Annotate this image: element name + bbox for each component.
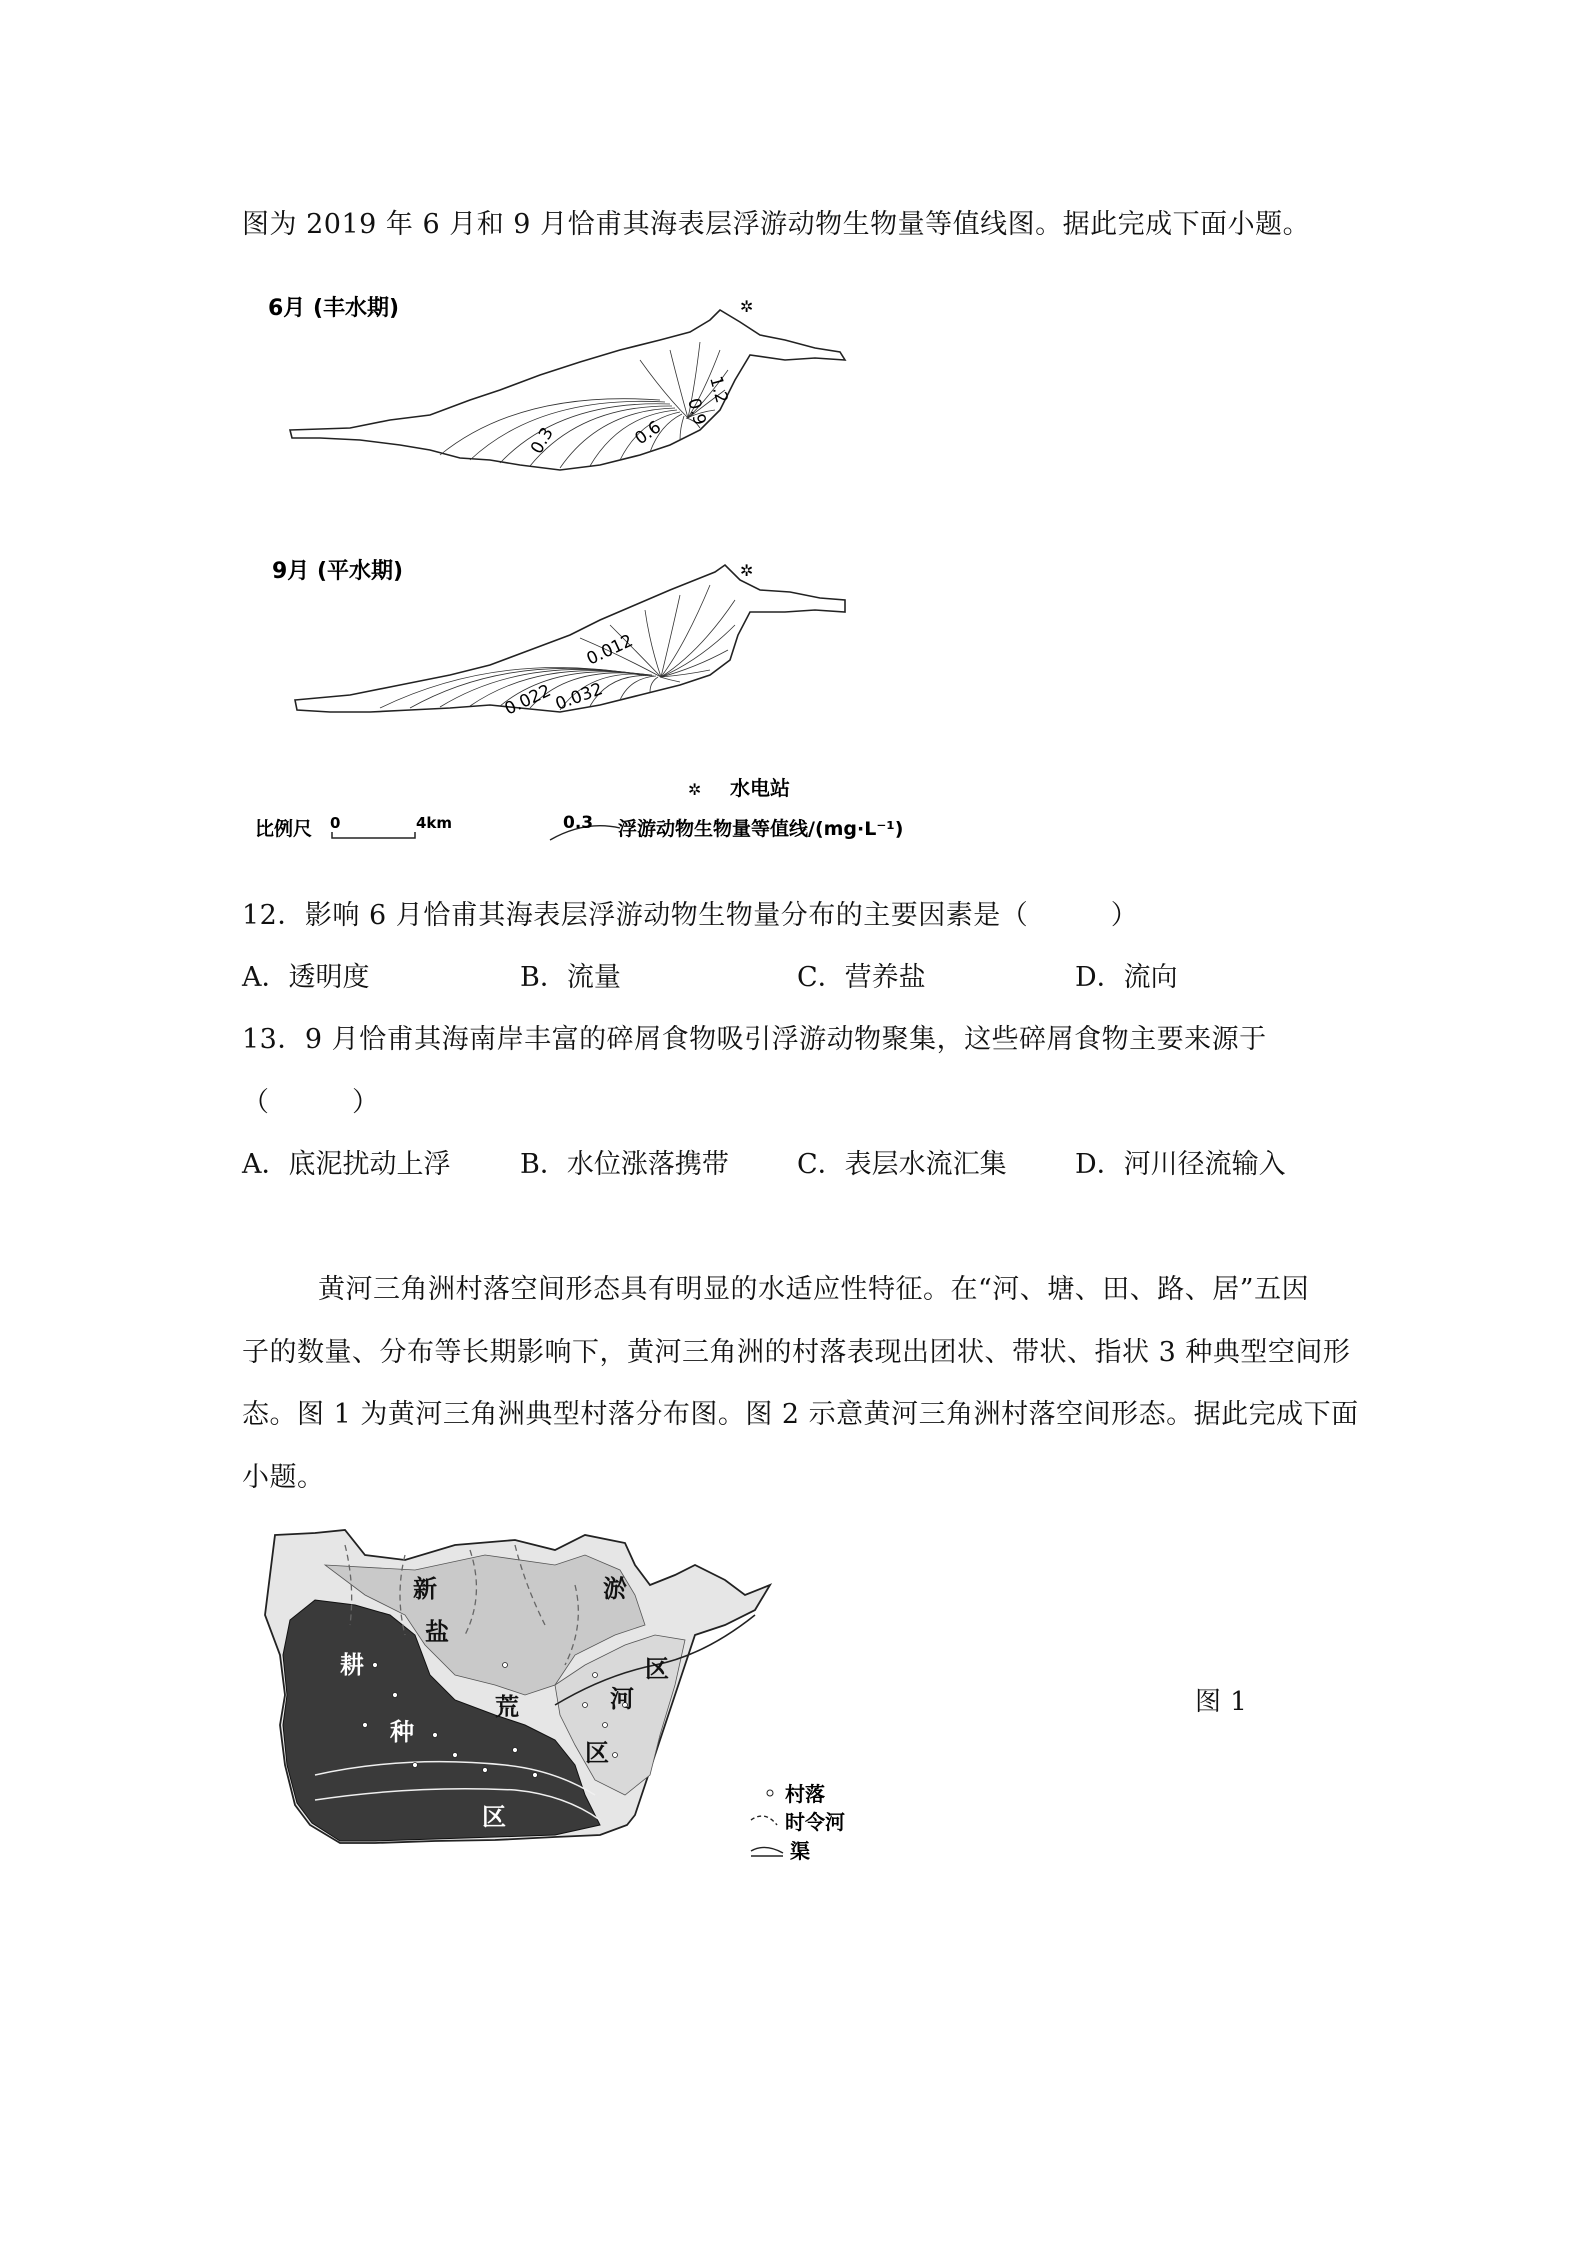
june-label-0.9: 0.9 <box>683 396 710 428</box>
region-char-yu: 淤 <box>603 1575 627 1603</box>
legend-canal: 渠 <box>790 1839 810 1863</box>
region-char-xin: 新 <box>413 1575 437 1603</box>
legend-station-label: 水电站 <box>730 776 790 800</box>
legend-iso-text: 浮游动物生物量等值线/(mg·L⁻¹) <box>618 818 904 840</box>
q12-option-c[interactable]: C．营养盐 <box>797 962 926 993</box>
region-char-yan: 盐 <box>425 1618 449 1646</box>
q13-paren: （ ） <box>242 1087 380 1118</box>
q13-option-b[interactable]: B．水位涨落携带 <box>520 1149 729 1180</box>
figure1-caption: 图 1 <box>1195 1687 1248 1717</box>
region-char-he: 河 <box>610 1685 634 1713</box>
q13-stem: 13．9 月恰甫其海南岸丰富的碎屑食物吸引浮游动物聚集，这些碎屑食物主要来源于 <box>242 1024 1267 1055</box>
q13-option-a[interactable]: A．底泥扰动上浮 <box>242 1149 451 1180</box>
region-char-qu-2: 区 <box>585 1739 609 1767</box>
legend-station-icon: ✲ <box>688 780 702 799</box>
scale-bar <box>332 832 415 838</box>
delta-map-figure <box>255 1525 895 1870</box>
passage-line-4: 小题。 <box>242 1462 325 1493</box>
legend-seasonal-river: 时令河 <box>785 1810 845 1834</box>
june-station-icon: ✲ <box>740 297 754 316</box>
scale-km: 4km <box>416 814 453 832</box>
isoline-figure <box>240 280 920 850</box>
legend-canal-icon <box>751 1847 783 1856</box>
q12-option-b[interactable]: B．流量 <box>520 962 621 993</box>
legend-iso-value: 0.3 <box>563 813 594 833</box>
region-char-qu-3: 区 <box>482 1803 506 1831</box>
sept-title: 9月 (平水期) <box>272 559 404 584</box>
region-char-huang: 荒 <box>495 1693 519 1721</box>
scale-zero: 0 <box>330 814 341 832</box>
passage-line-1: 黄河三角洲村落空间形态具有明显的水适应性特征。在“河、塘、田、路、居”五因 <box>318 1274 1310 1305</box>
q13-option-c[interactable]: C．表层水流汇集 <box>797 1149 1007 1180</box>
sept-isolines <box>380 585 735 710</box>
region-char-qu-1: 区 <box>645 1655 669 1683</box>
june-label-0.6: 0.6 <box>631 417 666 450</box>
legend-village-icon <box>767 1790 773 1796</box>
june-label-0.3: 0.3 <box>527 424 558 458</box>
legend-seasonal-river-icon <box>751 1816 777 1825</box>
sept-label-0.022: 0.022 <box>501 680 555 720</box>
legend-village: 村落 <box>785 1782 825 1806</box>
scale-label: 比例尺 <box>255 818 313 840</box>
region-char-zhong: 种 <box>390 1718 414 1746</box>
sept-label-0.012: 0.012 <box>583 630 637 670</box>
intro-text: 图为 2019 年 6 月和 9 月恰甫其海表层浮游动物生物量等值线图。据此完成下面小题。 <box>242 209 1311 240</box>
sept-label-0.032: 0.032 <box>552 679 606 715</box>
june-title: 6月 (丰水期) <box>268 296 400 321</box>
q12-option-d[interactable]: D．流向 <box>1075 962 1178 993</box>
passage-line-3: 态。图 1 为黄河三角洲典型村落分布图。图 2 示意黄河三角洲村落空间形态。据此完成下面 <box>242 1399 1359 1430</box>
q12-option-a[interactable]: A．透明度 <box>242 962 370 993</box>
q13-option-d[interactable]: D．河川径流输入 <box>1075 1149 1286 1180</box>
q12-stem: 12．影响 6 月恰甫其海表层浮游动物生物量分布的主要因素是（ ） <box>242 900 1139 931</box>
passage-line-2: 子的数量、分布等长期影响下，黄河三角洲的村落表现出团状、带状、指状 3 种典型空间形 <box>242 1337 1351 1368</box>
region-char-geng: 耕 <box>340 1651 364 1679</box>
june-label-1.2: 1.2 <box>705 374 732 406</box>
june-lake <box>290 310 845 470</box>
sept-station-icon: ✲ <box>740 561 754 580</box>
